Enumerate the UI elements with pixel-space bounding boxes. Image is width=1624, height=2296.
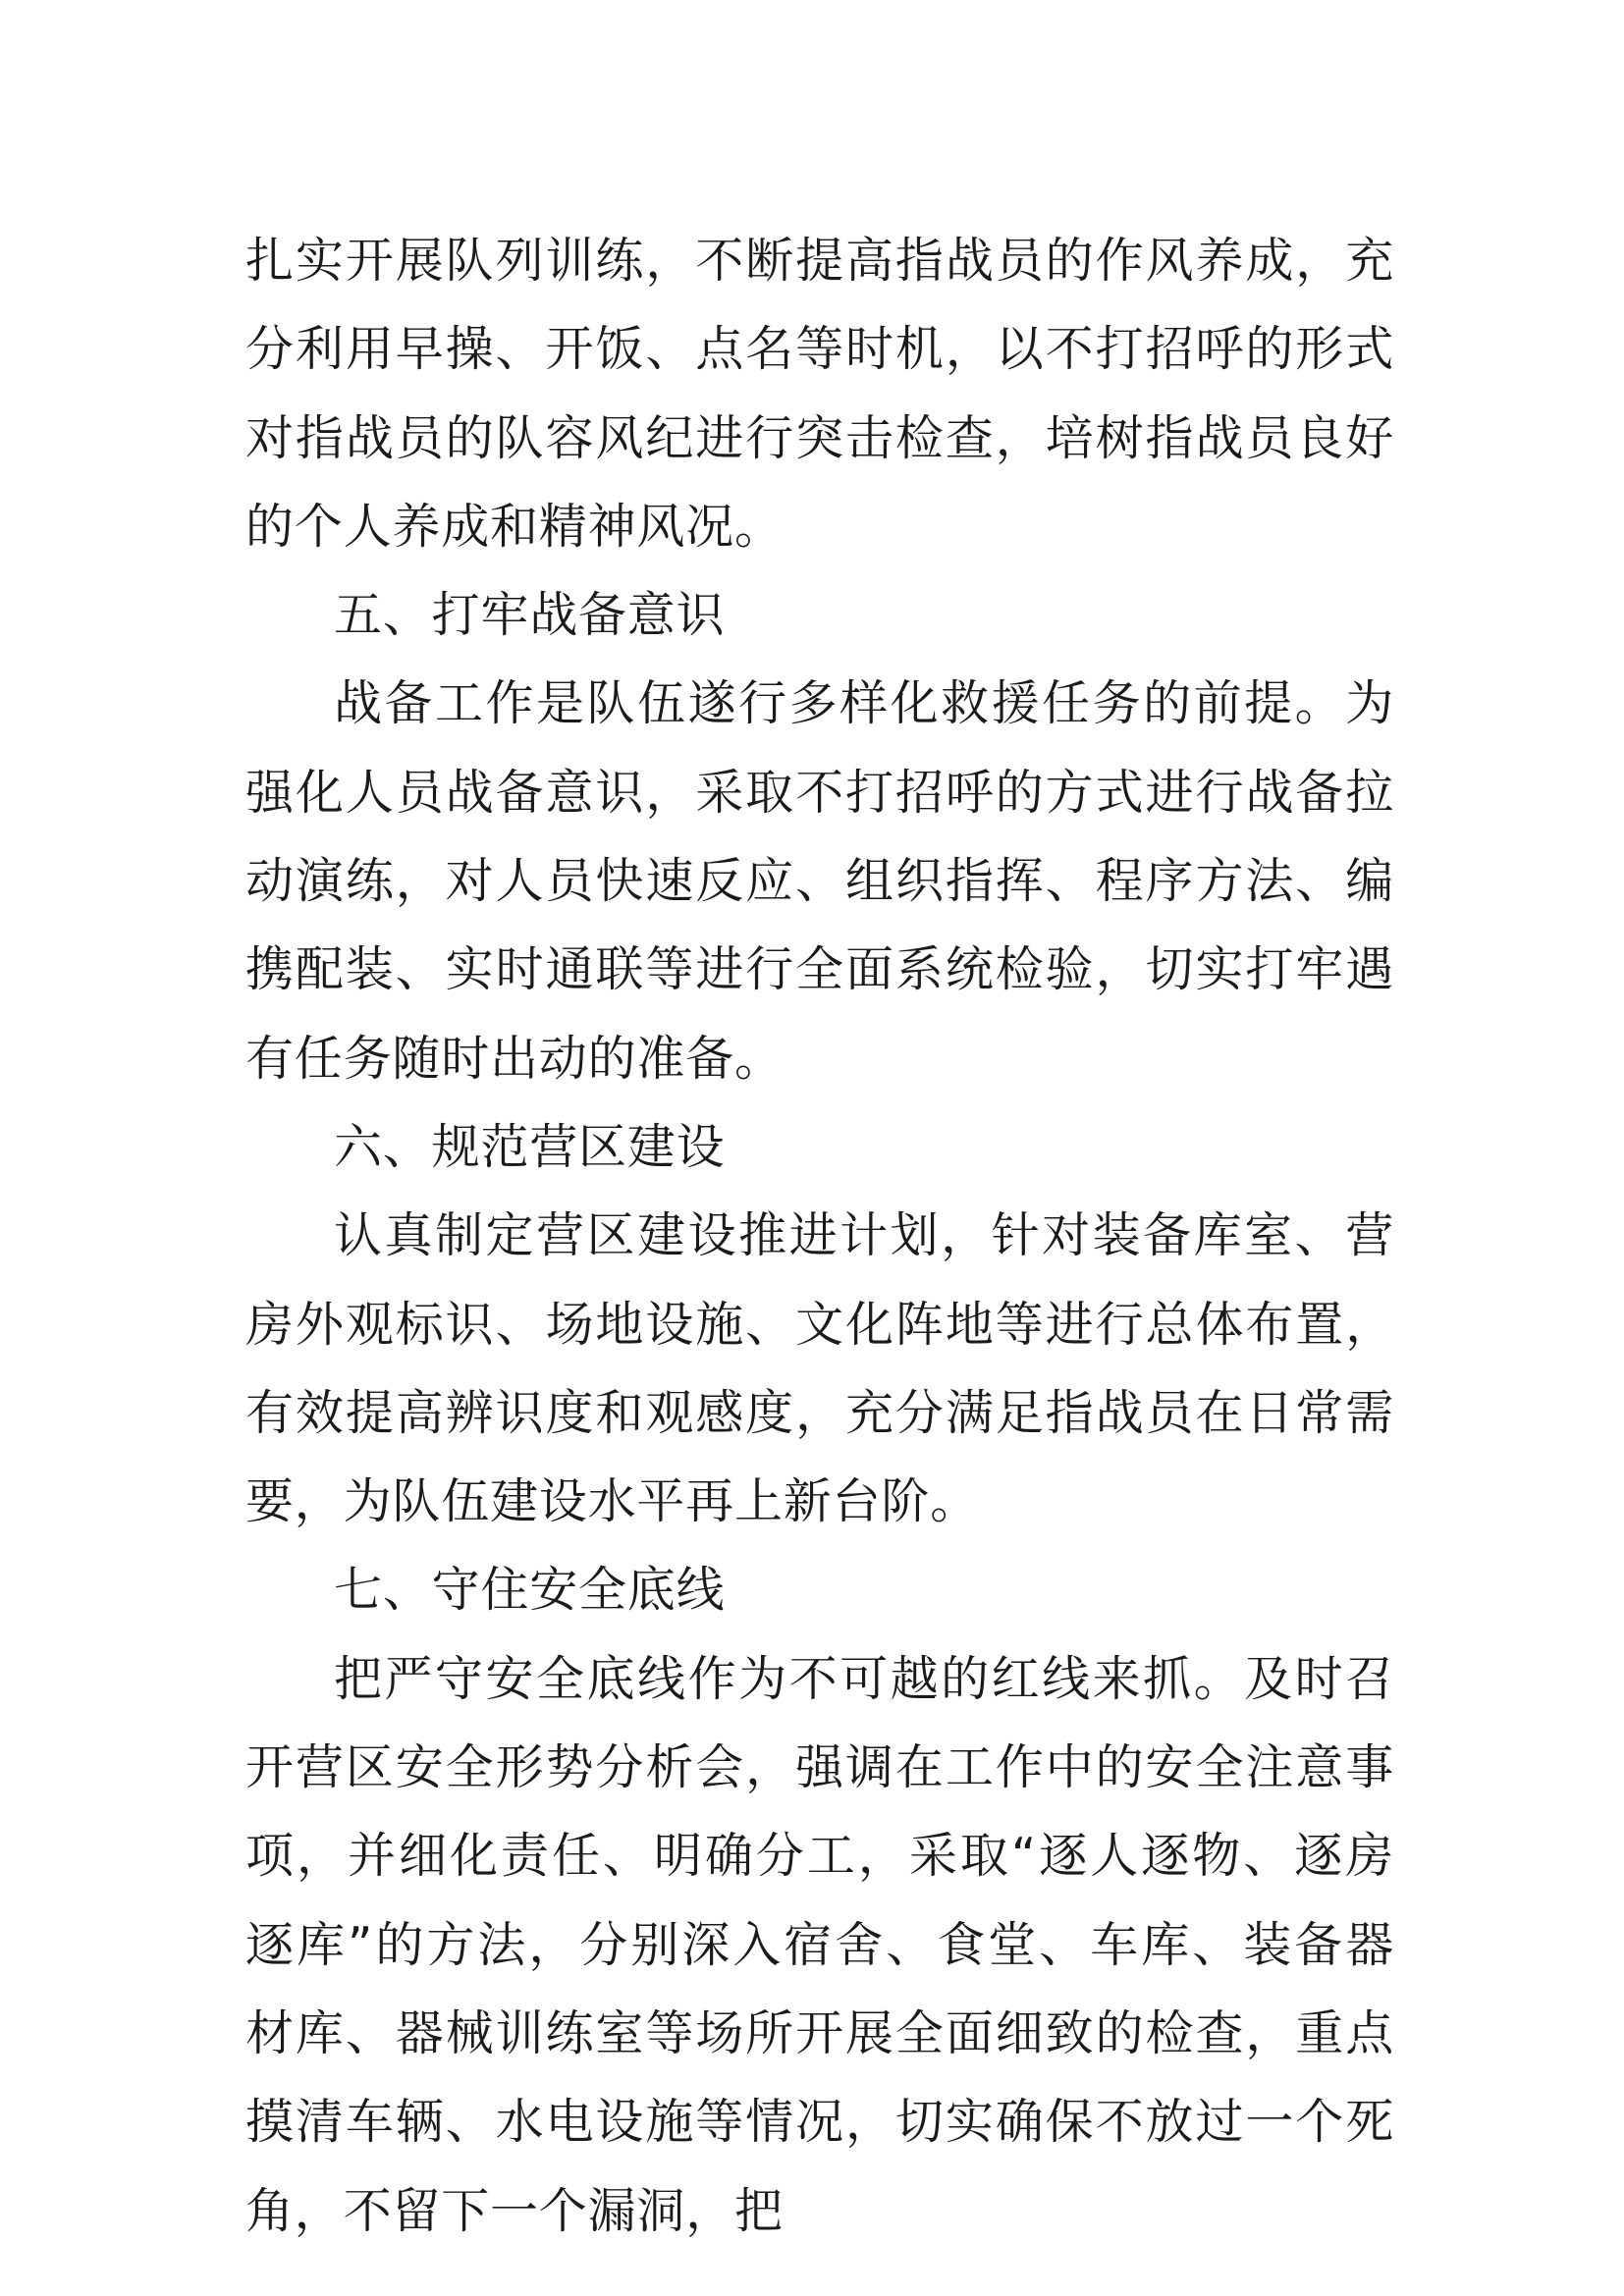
paragraph-combat-readiness: 战备工作是队伍遂行多样化救援任务的前提。为强化人员战备意识，采取不打招呼的方式进行战备拉动演练，对人员快速反应、组织指挥、程序方法、编携配装、实时通联等进行全面系统检验，切实打牢遇有任务随时出动的准备。 bbox=[245, 675, 1394, 1087]
section-heading-combat-readiness: 五、打牢战备意识 bbox=[334, 587, 726, 644]
section-heading-camp-construction: 六、规范营区建设 bbox=[334, 1118, 726, 1175]
paragraph-squad-training-continued: 扎实开展队列训练，不断提高指战员的作风养成，充分利用早操、开饭、点名等时机，以不打招呼的形式对指战员的队容风纪进行突击检查，培树指战员良好的个人养成和精神风况。 bbox=[245, 233, 1394, 555]
section-heading-safety-bottom-line: 七、守住安全底线 bbox=[334, 1562, 726, 1619]
document-body bbox=[245, 217, 1394, 2256]
paragraph-camp-construction: 认真制定营区建设推进计划，针对装备库室、营房外观标识、场地设施、文化阵地等进行总体布置，有效提高辨识度和观感度，充分满足指战员在日常需要，为队伍建设水平再上新台阶。 bbox=[245, 1207, 1394, 1530]
paragraph-safety-bottom-line: 把严守安全底线作为不可越的红线来抓。及时召开营区安全形势分析会，强调在工作中的安全注意事项，并细化责任、明确分工，采取“逐人逐物、逐房逐库”的方法，分别深入宿舍、食堂、车库、装备器材库、器械训练室等场所开展全面细致的检查，重点摸清车辆、水电设施等情况，切实确保不放过一个死角，不留下一个漏洞，把 bbox=[245, 1650, 1394, 2239]
